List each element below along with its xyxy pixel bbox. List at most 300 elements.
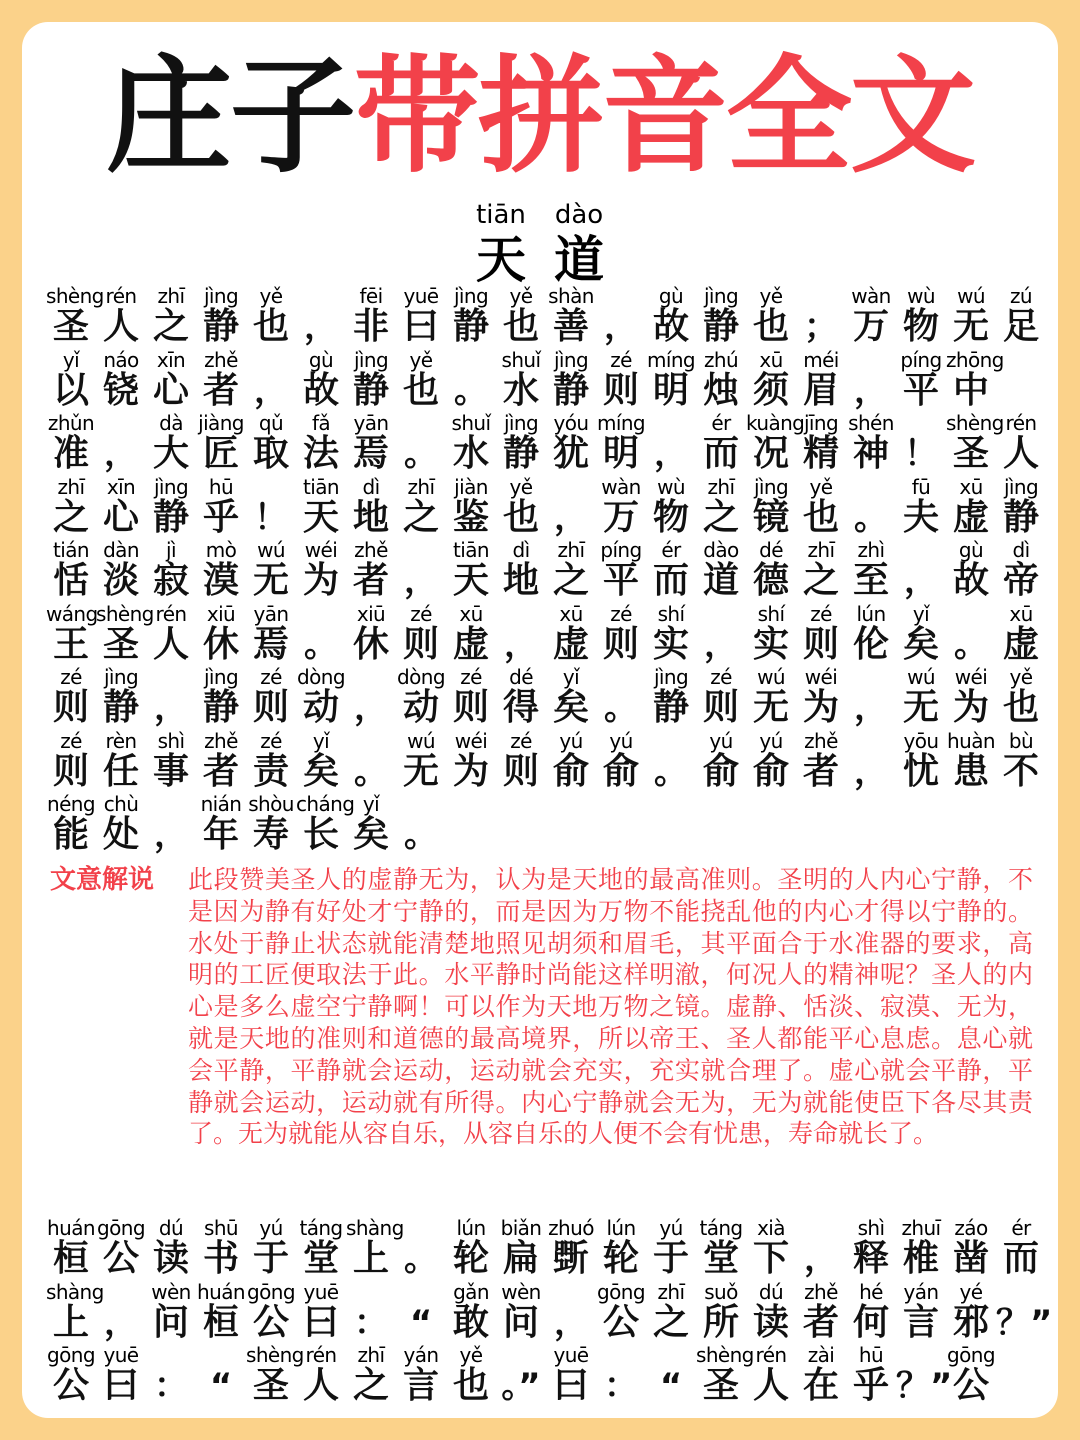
hanzi: 公 (602, 1301, 639, 1343)
hanzi: 俞 (752, 750, 789, 792)
character (846, 538, 896, 602)
punctuation (396, 1280, 446, 1344)
hanzi: 也 (452, 1365, 489, 1406)
character (546, 602, 596, 666)
pinyin: chù (103, 792, 139, 816)
text-line (46, 538, 1046, 602)
pinyin: zhě (804, 1279, 838, 1304)
pinyin: shuǐ (451, 411, 491, 435)
punctuation (896, 538, 946, 602)
hanzi: ： (354, 1302, 388, 1343)
punctuation (96, 1280, 146, 1344)
punctuation (796, 1216, 846, 1280)
pinyin: yú (709, 728, 733, 753)
character (996, 538, 1046, 602)
hanzi: 也 (252, 306, 289, 347)
pinyin (646, 411, 696, 435)
pinyin: yǐ (362, 792, 380, 816)
pinyin: míng (596, 411, 645, 435)
punctuation (346, 729, 396, 793)
pinyin: méi (803, 347, 839, 372)
hanzi: 轮 (602, 1238, 639, 1279)
pinyin: xū (459, 601, 483, 626)
character (446, 729, 496, 793)
pinyin: yě (259, 284, 283, 308)
pinyin: jìng (1003, 474, 1039, 499)
character (496, 348, 546, 412)
hanzi: 圣 (102, 623, 139, 665)
character (746, 475, 796, 539)
character (196, 729, 246, 793)
character (946, 475, 996, 539)
pinyin: shèng (696, 1343, 754, 1367)
pinyin: yě (459, 1343, 483, 1367)
hanzi: 铙 (102, 369, 139, 411)
character (646, 1216, 696, 1280)
character (996, 475, 1046, 539)
pinyin: píng (600, 538, 642, 562)
pinyin: náo (103, 347, 139, 372)
pinyin: dàn (103, 538, 139, 562)
page-title (22, 42, 1058, 192)
character (796, 348, 846, 412)
hanzi: 大 (152, 433, 189, 474)
hanzi: 下 (752, 1238, 789, 1279)
character (396, 602, 446, 666)
hanzi: 则 (52, 750, 89, 792)
pinyin: jīng (803, 411, 839, 435)
hanzi: 夫 (902, 496, 939, 538)
pinyin: shì (857, 1216, 885, 1240)
punctuation (396, 792, 446, 856)
character (46, 348, 96, 412)
hanzi: 者 (202, 750, 239, 792)
character (396, 284, 446, 348)
hanzi: 匠 (202, 433, 239, 474)
pinyin: jìng (153, 474, 189, 499)
pinyin: tiān (303, 474, 339, 499)
character (696, 538, 746, 602)
character (746, 1216, 796, 1280)
character (246, 665, 296, 729)
pinyin (946, 602, 996, 626)
punctuation (346, 1280, 396, 1344)
character (346, 411, 396, 475)
character (946, 665, 996, 729)
section-title-char (465, 200, 537, 290)
punctuation (396, 1216, 446, 1280)
hanzi: 焉 (252, 623, 289, 665)
punctuation (696, 602, 746, 666)
character (546, 538, 596, 602)
punctuation (896, 1343, 953, 1407)
hanzi: ， (854, 370, 888, 411)
hanzi: “ (209, 1366, 233, 1406)
hanzi: 则 (452, 687, 489, 728)
hanzi: 道 (554, 231, 604, 289)
hanzi: 无 (902, 687, 939, 728)
character (146, 475, 196, 539)
hanzi: 长 (302, 814, 339, 855)
pinyin: yǐ (312, 728, 330, 753)
character (146, 602, 196, 666)
hanzi: ！ (254, 497, 288, 538)
pinyin: zé (610, 347, 632, 372)
character (496, 411, 546, 475)
hanzi: 凿 (952, 1238, 989, 1279)
character (246, 411, 296, 475)
hanzi: 则 (602, 623, 639, 665)
hanzi: 公 (252, 1301, 289, 1343)
pinyin: huán (197, 1279, 245, 1304)
character (646, 284, 696, 348)
hanzi: 取 (252, 433, 289, 474)
pinyin: lún (456, 1216, 486, 1240)
pinyin: zhě (204, 347, 238, 372)
hanzi: 虚 (552, 623, 589, 665)
character (246, 729, 296, 793)
hanzi: 帝 (1002, 560, 1039, 601)
hanzi: 则 (802, 623, 839, 665)
pinyin: wú (907, 665, 935, 689)
pinyin: xū (959, 474, 983, 499)
hanzi: 。 (354, 751, 388, 792)
pinyin: bù (1008, 728, 1034, 753)
hanzi: 。 (404, 434, 438, 474)
hanzi: 心 (102, 496, 139, 538)
pinyin: yuē (103, 1343, 139, 1367)
character (46, 1279, 104, 1344)
hanzi: 静 (202, 306, 239, 347)
hanzi: 静 (202, 687, 239, 728)
character (596, 411, 646, 475)
pinyin: dà (159, 411, 183, 435)
pinyin: yán (903, 1279, 939, 1304)
character (96, 475, 146, 539)
hanzi: 无 (952, 306, 989, 347)
passage-tiandao (46, 284, 1046, 856)
hanzi: 休 (202, 623, 239, 665)
text-line (46, 411, 1046, 475)
character (796, 411, 846, 475)
hanzi: 于 (652, 1238, 689, 1279)
pinyin (846, 475, 896, 499)
pinyin: dào (554, 200, 604, 230)
text-line (46, 729, 1046, 793)
hanzi: 水 (502, 369, 539, 411)
interpretation-label: 文意解说 (50, 865, 155, 895)
character (596, 475, 646, 539)
punctuation (846, 729, 896, 793)
hanzi: 年 (202, 814, 239, 855)
hanzi: 明 (602, 433, 639, 474)
pinyin: yě (409, 347, 433, 372)
character (896, 475, 946, 539)
hanzi: 矣 (352, 814, 389, 855)
character (846, 1216, 896, 1280)
pinyin: yú (759, 728, 783, 753)
punctuation (146, 792, 196, 856)
character (546, 665, 596, 729)
character (346, 348, 396, 412)
pinyin (96, 1280, 146, 1304)
punctuation (146, 665, 196, 729)
pinyin: huán (47, 1216, 95, 1240)
hanzi: 。 (454, 370, 488, 411)
hanzi: 公 (952, 1365, 989, 1406)
pinyin: zé (810, 601, 832, 626)
hanzi: 读 (152, 1238, 189, 1279)
hanzi: ， (154, 815, 188, 855)
character (446, 538, 496, 602)
title-part-black: 庄子 (106, 43, 354, 190)
hanzi: 天 (302, 496, 339, 538)
hanzi: 处 (102, 814, 139, 855)
character (996, 411, 1046, 475)
pinyin: zhuó (548, 1216, 594, 1240)
hanzi: 静 (352, 369, 389, 411)
character (446, 411, 496, 475)
character (946, 284, 996, 348)
pinyin: wú (257, 538, 285, 562)
character (146, 538, 196, 602)
character (196, 602, 246, 666)
pinyin: wú (407, 728, 435, 753)
hanzi: 桓 (202, 1301, 239, 1343)
character (246, 602, 296, 666)
character (46, 729, 96, 793)
hanzi: 人 (1002, 433, 1039, 474)
pinyin: zé (460, 665, 482, 689)
hanzi: ， (354, 688, 388, 728)
hanzi: 任 (102, 750, 139, 792)
hanzi: 也 (1002, 687, 1039, 728)
pinyin: zhōng (946, 347, 1004, 372)
character (996, 602, 1046, 666)
hanzi: 无 (752, 687, 789, 728)
pinyin: dòng (397, 665, 445, 689)
character (346, 1343, 396, 1407)
pinyin: qǔ (258, 411, 284, 435)
hanzi: 足 (1002, 306, 1039, 347)
pinyin: wéi (454, 728, 488, 753)
character (446, 475, 496, 539)
hanzi: 者 (202, 369, 239, 411)
pinyin (196, 1343, 246, 1367)
pinyin: wèn (151, 1279, 191, 1304)
pinyin (146, 792, 196, 816)
hanzi: 则 (702, 687, 739, 728)
pinyin: shí (657, 601, 685, 626)
character (946, 411, 1004, 475)
character (796, 602, 846, 666)
character (446, 284, 496, 348)
pinyin (446, 348, 496, 372)
pinyin: jìng (203, 284, 239, 308)
pinyin: yuē (403, 284, 439, 308)
pinyin: yě (1009, 665, 1033, 689)
character (746, 1280, 796, 1344)
character (546, 1343, 596, 1407)
character (546, 348, 596, 412)
character (946, 729, 996, 793)
hanzi: 物 (902, 306, 939, 347)
text-line (46, 1279, 1053, 1344)
pinyin: lún (856, 601, 886, 626)
character (46, 602, 96, 666)
hanzi: 故 (302, 369, 339, 411)
character (46, 1216, 96, 1280)
hanzi: 公 (52, 1365, 89, 1406)
hanzi: 忧 (902, 750, 939, 792)
character (296, 1216, 346, 1280)
hanzi: 患 (952, 750, 989, 792)
character (696, 1280, 746, 1344)
character (596, 1216, 646, 1280)
pinyin: shí (757, 601, 785, 626)
hanzi: 中 (952, 369, 989, 411)
character (496, 538, 546, 602)
punctuation (646, 411, 696, 475)
character (796, 1343, 846, 1407)
pinyin: xiū (206, 601, 236, 626)
character (796, 665, 846, 729)
hanzi: 之 (552, 560, 589, 601)
punctuation (396, 411, 446, 475)
character (196, 475, 246, 539)
character (746, 1343, 796, 1407)
punctuation (546, 1280, 596, 1344)
character (496, 665, 546, 729)
hanzi: 也 (502, 306, 539, 347)
text-line (46, 602, 1046, 666)
punctuation (446, 348, 496, 412)
hanzi: 矣 (552, 687, 589, 728)
hanzi: 须 (752, 369, 789, 411)
character (96, 538, 146, 602)
pinyin: shàng (46, 1279, 104, 1304)
interpretation-text: 此段赞美圣人的虚静无为，认为是天地的最高准则。圣明的人内心宁静，不是因为静有好处才宁静的，而是因为万物不能挠乱他的内心才得以宁静的。水处于静止状态就能清楚地照见胡须和眉毛，其平面合于水准器的要求，高明的工匠便取法于此。水平静时尚能这样明澈，何况人的精神呢？圣人的内心是多么虚空宁静啊！可以作为天地万物之镜。虚静、恬淡、寂漠、无为，就是天地的准则和道德的最高境界，所以帝王、圣人都能平心息虑。息心就会平静，平静就会运动，运动就会充实，充实就合理了。虚心就会平静，平静就会运动，运动就有所得。内心宁静就会无为，无为就能使臣下各尽其责了。无为就能从容自乐，从容自乐的人便不会有忧患，寿命就长了。 (188, 865, 1033, 1149)
character (496, 1216, 546, 1280)
character (696, 475, 746, 539)
pinyin (396, 411, 446, 435)
pinyin: zhī (357, 1343, 385, 1367)
hanzi: 烛 (702, 369, 739, 411)
hanzi: 能 (52, 814, 89, 855)
pinyin: yuē (553, 1343, 589, 1367)
pinyin: zài (807, 1343, 835, 1367)
character (246, 284, 296, 348)
hanzi: 也 (752, 306, 789, 347)
pinyin (796, 1216, 846, 1240)
pinyin: wáng (46, 601, 98, 626)
content-card (22, 22, 1058, 1418)
hanzi: 敢 (452, 1301, 489, 1343)
pinyin: zhī (407, 474, 435, 499)
pinyin: zé (260, 665, 282, 689)
pinyin: zhě (204, 728, 238, 753)
character (396, 665, 446, 729)
pinyin: yán (403, 1343, 439, 1367)
pinyin: jiàn (454, 474, 488, 499)
pinyin: shòu (248, 792, 294, 816)
hanzi: 人 (302, 1365, 339, 1406)
character (846, 602, 896, 666)
hanzi: 万 (602, 496, 639, 538)
character (646, 538, 696, 602)
pinyin: wàn (851, 284, 891, 308)
hanzi: 也 (802, 496, 839, 538)
character (46, 411, 96, 475)
hanzi: 恬 (52, 560, 89, 601)
pinyin: jìng (103, 665, 139, 689)
character (696, 348, 746, 412)
pinyin (246, 348, 296, 372)
pinyin (296, 284, 346, 308)
character (946, 347, 1004, 412)
pinyin: dòng (297, 665, 345, 689)
pinyin: zhī (807, 538, 835, 562)
hanzi: 而 (1002, 1238, 1039, 1279)
pinyin: zhì (857, 538, 885, 562)
pinyin: shèng (946, 411, 1004, 435)
pinyin: zhī (657, 1279, 685, 1304)
pinyin: dì (362, 474, 380, 499)
hanzi: “ (659, 1366, 683, 1406)
hanzi: 淡 (102, 560, 139, 601)
punctuation (646, 1343, 696, 1407)
hanzi: 静 (1002, 496, 1039, 538)
hanzi: 之 (402, 496, 439, 538)
pinyin: shèng (46, 284, 104, 308)
pinyin: dé (759, 538, 783, 562)
character (46, 284, 104, 348)
punctuation (246, 348, 296, 412)
hanzi: 之 (352, 1365, 389, 1406)
hanzi: 书 (202, 1238, 239, 1279)
hanzi: 王 (52, 623, 89, 665)
pinyin: jìng (203, 665, 239, 689)
pinyin (796, 284, 846, 308)
pinyin: yě (759, 284, 783, 308)
punctuation (396, 538, 446, 602)
text-line (46, 284, 1046, 348)
hanzi: 斲 (552, 1238, 589, 1279)
pinyin: yǐ (912, 601, 930, 626)
character (46, 665, 96, 729)
hanzi: 休 (352, 623, 389, 665)
hanzi: 曰 (102, 1365, 139, 1406)
character (146, 729, 196, 793)
character (296, 348, 346, 412)
hanzi: ， (104, 434, 138, 474)
hanzi: 事 (152, 750, 189, 792)
hanzi: 矣 (902, 623, 939, 665)
punctuation (996, 1280, 1053, 1344)
pinyin: wéi (954, 665, 988, 689)
pinyin: yān (253, 601, 289, 626)
hanzi: 不 (1002, 750, 1039, 792)
character (496, 284, 546, 348)
pinyin: dì (1012, 538, 1030, 562)
hanzi: 虚 (1002, 623, 1039, 665)
hanzi: 则 (252, 687, 289, 728)
pinyin: míng (646, 347, 695, 372)
pinyin (396, 1280, 446, 1304)
hanzi: 无 (252, 560, 289, 601)
pinyin: zhǔn (47, 411, 95, 435)
pinyin: zhě (804, 728, 838, 753)
